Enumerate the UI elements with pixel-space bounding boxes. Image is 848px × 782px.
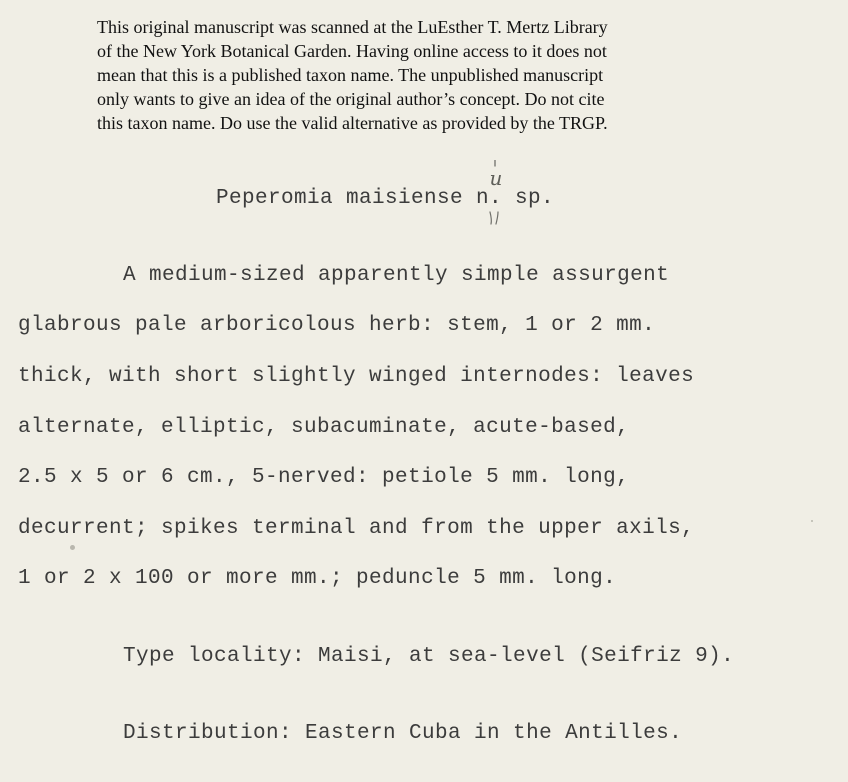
description-line: decurrent; spikes terminal and from the upper axils, xyxy=(18,517,695,540)
notice-line: of the New York Botanical Garden. Having online access to it does not xyxy=(97,41,607,61)
description-line: thick, with short slightly winged internodes: leaves xyxy=(18,365,695,388)
handwritten-correction xyxy=(478,160,518,230)
paper-speck xyxy=(811,520,813,522)
description-line: 2.5 x 5 or 6 cm., 5-nerved: petiole 5 mm. long, xyxy=(18,466,630,489)
notice-line: mean that this is a published taxon name. The unpublished manuscript xyxy=(97,65,604,85)
description-line: 1 or 2 x 100 or more mm.; peduncle 5 mm. long. xyxy=(18,567,617,590)
distribution: Distribution: Eastern Cuba in the Antilles. xyxy=(123,722,683,745)
description-line: A medium-sized apparently simple assurgent xyxy=(123,264,670,287)
notice-line: only wants to give an idea of the original author’s concept. Do not cite xyxy=(97,89,605,109)
type-locality: Type locality: Maisi, at sea-level (Seifriz 9). xyxy=(123,645,735,668)
species-title: Peperomia maisiense n. sp. xyxy=(216,187,555,210)
library-notice xyxy=(97,15,757,135)
description-line: alternate, elliptic, subacuminate, acute-based, xyxy=(18,416,630,439)
notice-line: This original manuscript was scanned at the LuEsther T. Mertz Library xyxy=(97,17,608,37)
description-line: glabrous pale arboricolous herb: stem, 1 or 2 mm. xyxy=(18,314,656,337)
notice-line: this taxon name. Do use the valid alternative as provided by the TRGP. xyxy=(97,113,608,133)
handwritten-letter: u xyxy=(489,166,503,190)
paper-speck xyxy=(70,545,75,550)
